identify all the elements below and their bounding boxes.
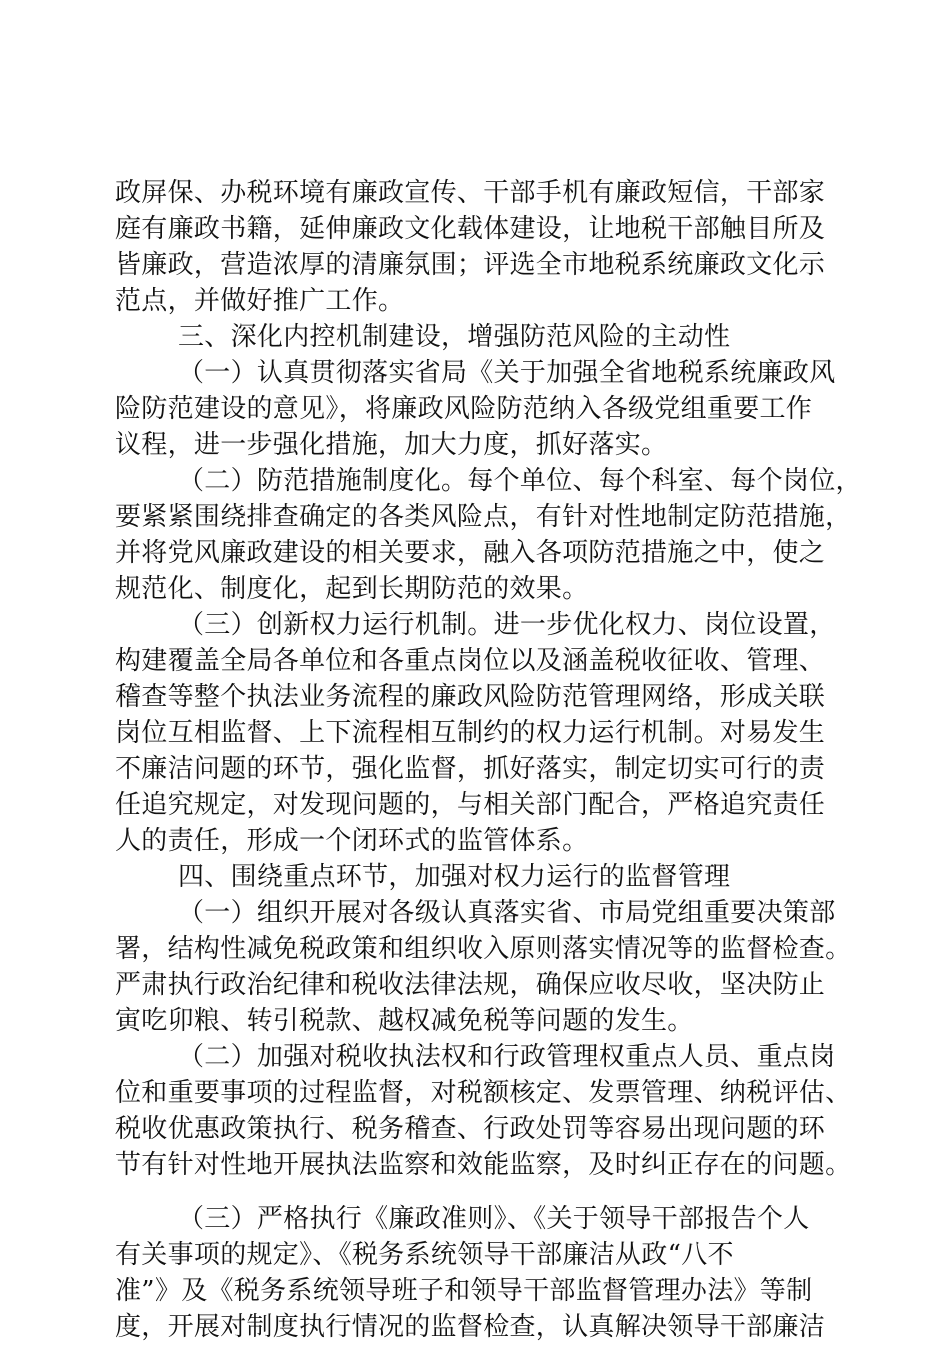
- text-line: 度，开展对制度执行情况的监督检查，认真解决领导干部廉洁: [115, 1312, 826, 1342]
- text-line: （二）防范措施制度化。每个单位、每个科室、每个岗位，: [178, 466, 862, 496]
- text-line: 范点，并做好推广工作。: [115, 286, 405, 316]
- text-line: 规范化、制度化，起到长期防范的效果。: [115, 574, 589, 604]
- text-line: 议程，进一步强化措施，加大力度，抓好落实。: [115, 430, 668, 460]
- text-line: 寅吃卯粮、转引税款、越权减免税等问题的发生。: [115, 1006, 694, 1036]
- text-line: （三）创新权力运行机制。进一步优化权力、岗位设置，: [178, 610, 836, 640]
- text-line: 不廉洁问题的环节，强化监督，抓好落实，制定切实可行的责: [115, 754, 826, 784]
- section-heading: 三、深化内控机制建设，增强防范风险的主动性: [178, 322, 731, 352]
- text-line: 署，结构性减免税政策和组织收入原则落实情况等的监督检查。: [115, 934, 852, 964]
- text-line: 皆廉政，营造浓厚的清廉氛围；评选全市地税系统廉政文化示: [115, 250, 826, 280]
- text-line: 有关事项的规定》、《税务系统领导干部廉洁从政“八不: [115, 1240, 734, 1270]
- text-line: 任追究规定，对发现问题的，与相关部门配合，严格追究责任: [115, 790, 826, 820]
- text-line: 稽查等整个执法业务流程的廉政风险防范管理网络，形成关联: [115, 682, 826, 712]
- text-line: 岗位互相监督、上下流程相互制约的权力运行机制。对易发生: [115, 718, 826, 748]
- text-line: 准”》及《税务系统领导班子和领导干部监督管理办法》等制: [115, 1276, 813, 1306]
- text-line: 庭有廉政书籍，延伸廉政文化载体建设，让地税干部触目所及: [115, 214, 826, 244]
- text-line: 政屏保、办税环境有廉政宣传、干部手机有廉政短信，干部家: [115, 178, 826, 208]
- section-heading: 四、围绕重点环节，加强对权力运行的监督管理: [178, 862, 731, 892]
- text-line: 要紧紧围绕排查确定的各类风险点，有针对性地制定防范措施，: [115, 502, 852, 532]
- text-line: 税收优惠政策执行、税务稽查、行政处罚等容易出现问题的环: [115, 1114, 826, 1144]
- text-line: （三）严格执行《廉政准则》、《关于领导干部报告个人: [178, 1204, 810, 1234]
- text-line: （一）组织开展对各级认真落实省、市局党组重要决策部: [178, 898, 836, 928]
- text-line: 险防范建设的意见》，将廉政风险防范纳入各级党组重要工作: [115, 394, 813, 424]
- text-line: 构建覆盖全局各单位和各重点岗位以及涵盖税收征收、管理、: [115, 646, 826, 676]
- text-line: （二）加强对税收执法权和行政管理权重点人员、重点岗: [178, 1042, 836, 1072]
- text-line: （一）认真贯彻落实省局《关于加强全省地税系统廉政风: [178, 358, 836, 388]
- text-line: 严肃执行政治纪律和税收法律法规，确保应收尽收，坚决防止: [115, 970, 826, 1000]
- text-line: 位和重要事项的过程监督，对税额核定、发票管理、纳税评估、: [115, 1078, 852, 1108]
- text-line: 节有针对性地开展执法监察和效能监察，及时纠正存在的问题。: [115, 1150, 852, 1180]
- text-line: 并将党风廉政建设的相关要求，融入各项防范措施之中，使之: [115, 538, 826, 568]
- text-line: 人的责任，形成一个闭环式的监管体系。: [115, 826, 589, 856]
